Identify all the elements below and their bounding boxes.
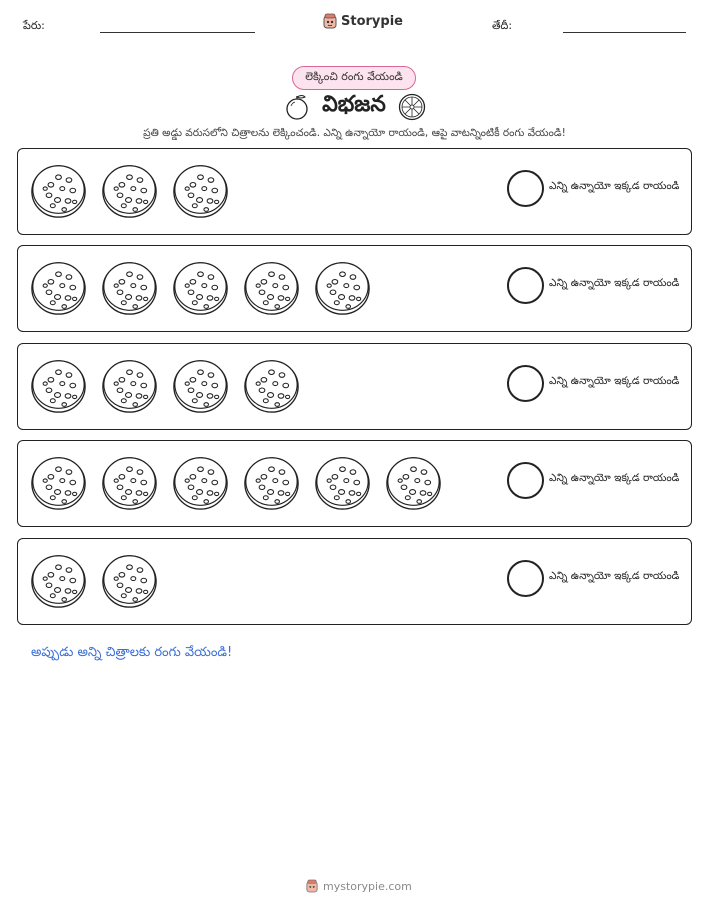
answer-hint: ఎన్ని ఉన్నాయో ఇక్కడ రాయండి bbox=[549, 570, 680, 582]
date-label: తేదీ: bbox=[492, 19, 513, 32]
cookie-icon bbox=[101, 552, 158, 609]
orange-fruit-icon bbox=[284, 93, 310, 121]
count-row bbox=[17, 148, 692, 235]
cookie-group bbox=[30, 162, 229, 219]
activity-badge: లెక్కించి రంగు వేయండి bbox=[292, 66, 416, 90]
answer-circle[interactable] bbox=[507, 365, 544, 402]
orange-slice-icon bbox=[398, 93, 426, 121]
count-row bbox=[17, 538, 692, 625]
site-url: mystorypie.com bbox=[323, 879, 412, 893]
cookie-icon bbox=[101, 454, 158, 511]
site-footer bbox=[306, 879, 412, 893]
cookie-icon bbox=[30, 552, 87, 609]
storypie-logo-icon bbox=[323, 13, 337, 29]
cookie-icon bbox=[172, 357, 229, 414]
answer-circle[interactable] bbox=[507, 267, 544, 304]
cookie-icon bbox=[172, 454, 229, 511]
cookie-icon bbox=[385, 454, 442, 511]
cookie-group bbox=[30, 454, 442, 511]
cookie-icon bbox=[101, 357, 158, 414]
cookie-group bbox=[30, 357, 300, 414]
cookie-icon bbox=[314, 259, 371, 316]
answer-circle[interactable] bbox=[507, 462, 544, 499]
cookie-icon bbox=[243, 357, 300, 414]
page-title: విభజన bbox=[322, 92, 386, 117]
instructions: ప్రతి అడ్డు వరుసలోని చిత్రాలను లెక్కించండి. ఎన్ని ఉన్నాయో రాయండి, ఆపై వాటన్నింటికీ రంగు వేయండి! bbox=[143, 127, 566, 139]
answer-hint: ఎన్ని ఉన్నాయో ఇక్కడ రాయండి bbox=[549, 277, 680, 289]
count-row bbox=[17, 245, 692, 332]
cookie-icon bbox=[30, 259, 87, 316]
count-row bbox=[17, 440, 692, 527]
answer-hint: ఎన్ని ఉన్నాయో ఇక్కడ రాయండి bbox=[549, 472, 680, 484]
date-line[interactable] bbox=[563, 32, 686, 33]
answer-hint: ఎన్ని ఉన్నాయో ఇక్కడ రాయండి bbox=[549, 375, 680, 387]
cookie-group bbox=[30, 259, 371, 316]
cookie-icon bbox=[30, 454, 87, 511]
answer-circle[interactable] bbox=[507, 170, 544, 207]
count-row bbox=[17, 343, 692, 430]
cookie-icon bbox=[172, 162, 229, 219]
cookie-icon bbox=[101, 259, 158, 316]
title-area bbox=[270, 92, 440, 122]
footer-instruction: అప్పుడు అన్ని చిత్రాలకు రంగు వేయండి! bbox=[31, 645, 233, 660]
brand-name: Storypie bbox=[341, 13, 403, 29]
cookie-icon bbox=[243, 259, 300, 316]
answer-hint: ఎన్ని ఉన్నాయో ఇక్కడ రాయండి bbox=[549, 180, 680, 192]
name-line[interactable] bbox=[100, 32, 255, 33]
storypie-logo-icon bbox=[306, 879, 318, 893]
name-label: పేరు: bbox=[23, 19, 45, 32]
cookie-icon bbox=[314, 454, 371, 511]
cookie-icon bbox=[30, 357, 87, 414]
cookie-icon bbox=[243, 454, 300, 511]
cookie-icon bbox=[172, 259, 229, 316]
cookie-icon bbox=[101, 162, 158, 219]
cookie-group bbox=[30, 552, 158, 609]
brand bbox=[323, 13, 403, 29]
answer-circle[interactable] bbox=[507, 560, 544, 597]
cookie-icon bbox=[30, 162, 87, 219]
